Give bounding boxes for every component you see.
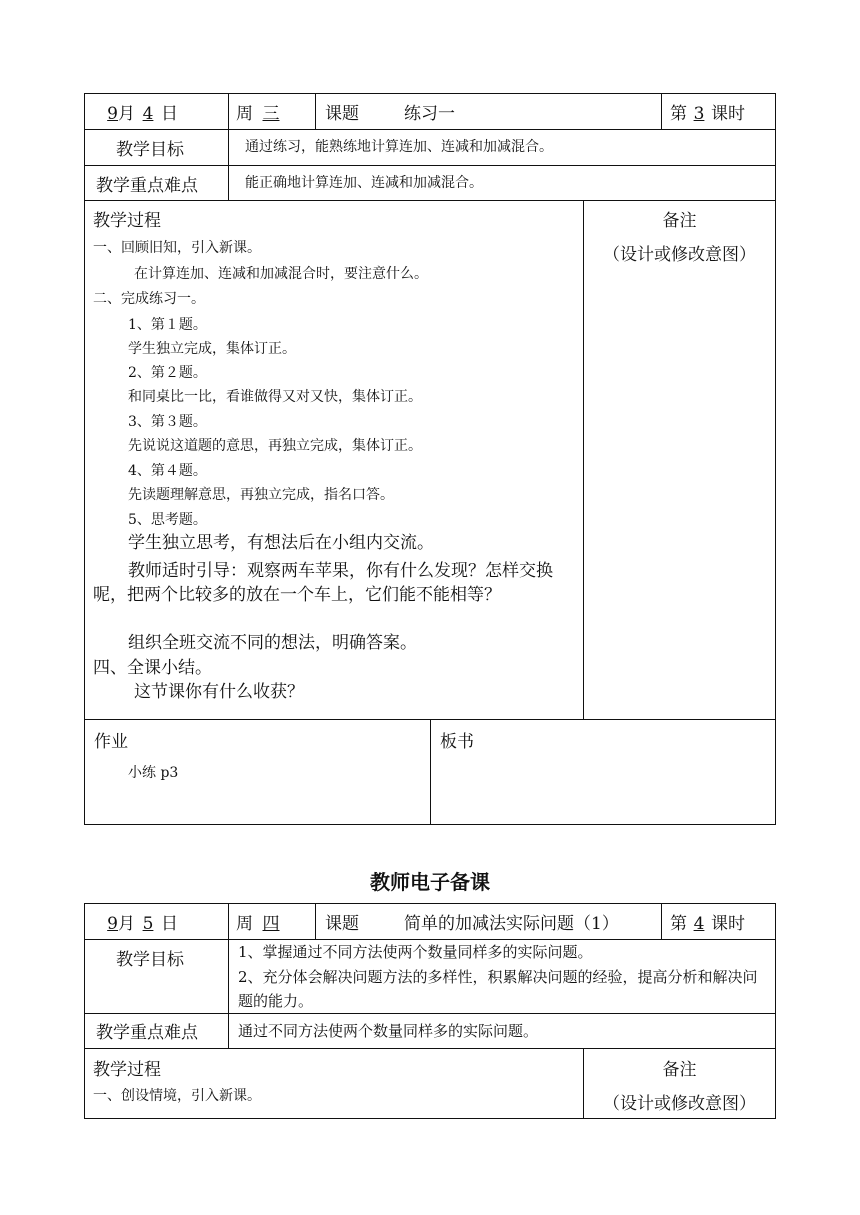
weekday: 周 四	[236, 914, 280, 934]
goal-line: 2、充分体会解决问题方法的多样性，积累解决问题的经验，提高分析和解决问题的能力。	[238, 968, 758, 1010]
goal-label: 教学目标	[116, 140, 184, 160]
topic-value: 简单的加减法实际问题（1）	[404, 914, 619, 934]
period: 第 4 课时	[670, 914, 745, 934]
process-line: 4、第４题。	[128, 463, 207, 479]
process-big-line: 这节课你有什么收获？	[134, 682, 304, 702]
process-label: 教学过程	[93, 1060, 161, 1080]
process-big-line: 组织全班交流不同的想法，明确答案。	[128, 633, 417, 653]
homework-text: 小练 p3	[128, 765, 179, 781]
process-line: 一、回顾旧知，引入新课。	[93, 240, 261, 256]
process-big-line: 教师适时引导：观察两车苹果，你有什么发现？怎样交换呢，把两个比较多的放在一个车上，它们能不能相等？	[93, 561, 553, 605]
period: 第 3 课时	[670, 104, 745, 124]
page-title: 教师电子备课	[370, 870, 490, 894]
homework-label: 作业	[94, 732, 128, 752]
goal-line: 1、掌握通过不同方法使两个数量同样多的实际问题。	[238, 943, 593, 961]
board-label: 板书	[440, 732, 474, 752]
topic-label: 课题	[325, 104, 359, 124]
process-line: 先读题理解意思，再独立完成，指名口答。	[128, 487, 394, 503]
process-line: 二、完成练习一。	[93, 291, 205, 307]
note-sub: （设计或修改意图）	[603, 245, 756, 265]
topic-value: 练习一	[404, 104, 455, 124]
date: 9月 4 日	[107, 104, 178, 124]
process-big-line: 学生独立思考，有想法后在小组内交流。	[128, 533, 434, 553]
note-label: 备注	[662, 211, 697, 231]
topic-label: 课题	[325, 914, 359, 934]
process-big-line: 四、全课小结。	[93, 658, 212, 678]
key-text: 通过不同方法使两个数量同样多的实际问题。	[238, 1022, 539, 1040]
weekday: 周 三	[236, 104, 280, 124]
process-line: 一、创设情境，引入新课。	[93, 1088, 261, 1104]
process-line: 在计算连加、连减和加减混合时，要注意什么。	[134, 266, 428, 282]
process-line: 5、思考题。	[128, 512, 207, 528]
process-line: 学生独立完成，集体订正。	[128, 341, 296, 357]
goal-text: 通过练习，能熟练地计算连加、连减和加减混合。	[245, 139, 553, 155]
note-label: 备注	[662, 1060, 697, 1080]
process-line: 3、第３题。	[128, 414, 207, 430]
note-sub: （设计或修改意图）	[603, 1094, 756, 1114]
goal-label: 教学目标	[116, 950, 184, 970]
process-line: 和同桌比一比，看谁做得又对又快，集体订正。	[128, 389, 422, 405]
key-label: 教学重点难点	[96, 1023, 198, 1043]
process-line: 2、第２题。	[128, 365, 207, 381]
key-text: 能正确地计算连加、连减和加减混合。	[245, 175, 483, 191]
date: 9月 5 日	[107, 914, 178, 934]
process-label: 教学过程	[93, 211, 161, 231]
process-line: 1、第１题。	[128, 317, 207, 333]
key-label: 教学重点难点	[96, 176, 198, 196]
process-line: 先说说这道题的意思，再独立完成，集体订正。	[128, 438, 422, 454]
